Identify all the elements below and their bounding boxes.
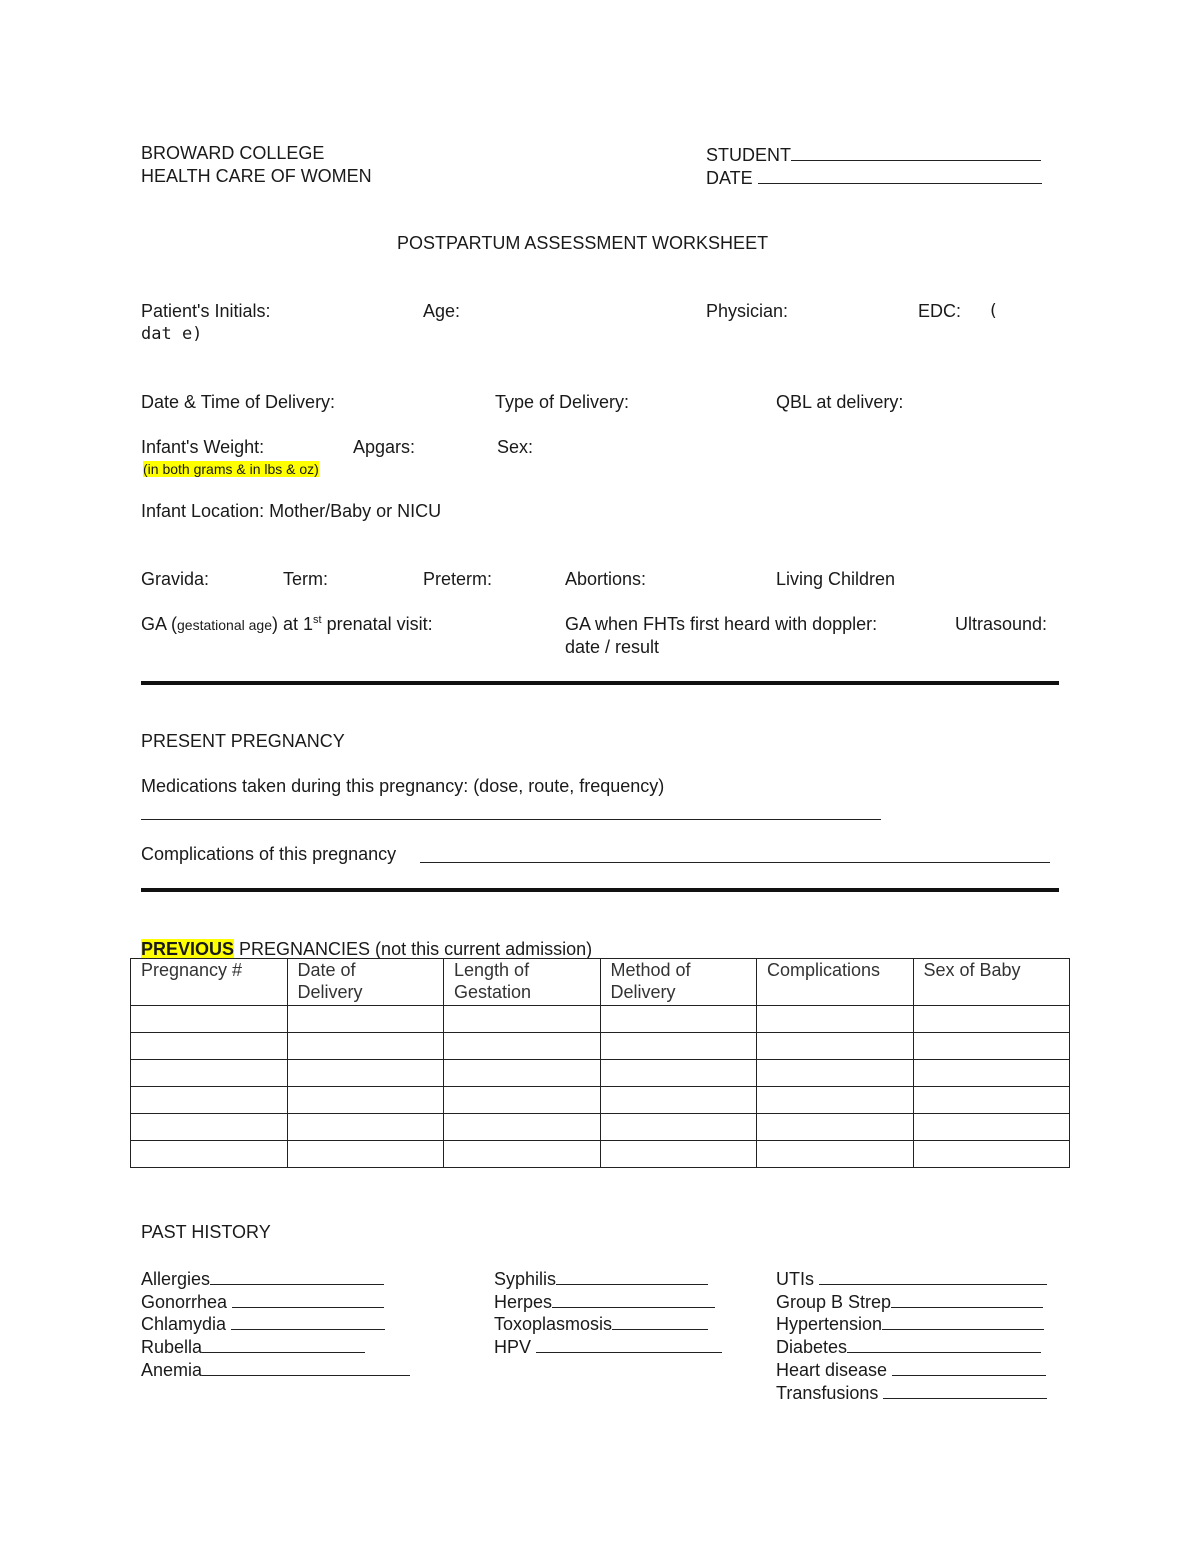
- edc-paren-open: (: [988, 301, 999, 321]
- table-cell[interactable]: [131, 1114, 288, 1141]
- table-cell[interactable]: [757, 1114, 914, 1141]
- column-header-line1: Length of: [454, 960, 530, 980]
- column-header-line2: Gestation: [454, 982, 532, 1002]
- table-cell[interactable]: [913, 1033, 1070, 1060]
- history-label: Diabetes: [776, 1337, 848, 1357]
- column-header-line1: Complications: [767, 960, 881, 980]
- table-cell[interactable]: [913, 1060, 1070, 1087]
- table-cell[interactable]: [757, 1033, 914, 1060]
- abortions-label: Abortions:: [565, 569, 647, 589]
- term-label: Term:: [283, 569, 328, 589]
- date-blank[interactable]: [758, 165, 1042, 184]
- table-cell[interactable]: [444, 1006, 601, 1033]
- history-blank[interactable]: [612, 1311, 708, 1330]
- column-header: [287, 959, 444, 1006]
- history-item-chlamydia[interactable]: [141, 1311, 385, 1335]
- gravida-label: Gravida:: [141, 569, 210, 589]
- history-item-utis[interactable]: [776, 1266, 1047, 1290]
- history-label: Heart disease: [776, 1360, 893, 1380]
- table-cell[interactable]: [600, 1006, 757, 1033]
- ga-note: gestational age: [177, 617, 272, 633]
- column-header: [600, 959, 757, 1006]
- column-header-line1: Method of: [610, 960, 691, 980]
- history-label: Transfusions: [776, 1383, 884, 1403]
- apgars-label: Apgars:: [353, 437, 416, 457]
- ga-first-visit-label: [141, 613, 433, 636]
- history-item-transfusions[interactable]: [776, 1380, 1047, 1404]
- table-cell[interactable]: [287, 1060, 444, 1087]
- table-row: [131, 1060, 1070, 1087]
- ga-suffix: prenatal visit:: [321, 614, 433, 634]
- history-blank[interactable]: [552, 1289, 715, 1308]
- infant-sex-label: Sex:: [497, 437, 534, 457]
- delivery-type-label: Type of Delivery:: [495, 392, 630, 412]
- history-item-hypertension[interactable]: [776, 1311, 1044, 1335]
- table-row: [131, 1033, 1070, 1060]
- history-blank[interactable]: [231, 1311, 385, 1330]
- table-cell[interactable]: [600, 1060, 757, 1087]
- table-row: [131, 1114, 1070, 1141]
- delivery-date-time-label: Date & Time of Delivery:: [141, 392, 336, 412]
- table-cell[interactable]: [444, 1033, 601, 1060]
- table-cell[interactable]: [757, 1141, 914, 1168]
- preterm-label: Preterm:: [423, 569, 493, 589]
- history-label: Allergies: [141, 1269, 211, 1289]
- history-item-toxoplasmosis[interactable]: [494, 1311, 708, 1335]
- table-cell[interactable]: [913, 1141, 1070, 1168]
- column-header-line1: Pregnancy #: [141, 960, 243, 980]
- previous-pregnancies-heading: [141, 938, 592, 960]
- column-header: [444, 959, 601, 1006]
- table-cell[interactable]: [757, 1060, 914, 1087]
- table-cell[interactable]: [131, 1141, 288, 1168]
- table-cell[interactable]: [131, 1060, 288, 1087]
- table-cell[interactable]: [287, 1006, 444, 1033]
- weight-note: (in both grams & in lbs & oz): [143, 461, 319, 477]
- ultrasound-label: Ultrasound:: [955, 614, 1048, 634]
- fht-label-line2: date / result: [565, 637, 660, 657]
- table-cell[interactable]: [444, 1114, 601, 1141]
- history-blank[interactable]: [847, 1334, 1041, 1353]
- patient-initials-label: Patient's Initials:: [141, 301, 271, 321]
- history-item-syphilis[interactable]: [494, 1266, 708, 1290]
- history-blank[interactable]: [210, 1266, 384, 1285]
- history-label: Chlamydia: [141, 1314, 232, 1334]
- table-cell[interactable]: [287, 1114, 444, 1141]
- history-blank[interactable]: [819, 1266, 1047, 1285]
- table-cell[interactable]: [913, 1114, 1070, 1141]
- history-label: Herpes: [494, 1292, 553, 1312]
- history-item-anemia[interactable]: [141, 1357, 410, 1381]
- fht-label-line1: GA when FHTs first heard with doppler:: [565, 614, 878, 634]
- present-pregnancy-heading: PRESENT PREGNANCY: [141, 731, 345, 751]
- table-cell[interactable]: [444, 1060, 601, 1087]
- history-blank[interactable]: [883, 1380, 1047, 1399]
- medications-blank[interactable]: [141, 819, 881, 820]
- medications-label: Medications taken during this pregnancy: (dose, route, frequency): [141, 776, 665, 796]
- history-label: HPV: [494, 1337, 537, 1357]
- course-name: HEALTH CARE OF WOMEN: [141, 166, 372, 186]
- table-cell[interactable]: [444, 1141, 601, 1168]
- history-item-gonorrhea[interactable]: [141, 1289, 384, 1313]
- table-row: [131, 1141, 1070, 1168]
- column-header-line2: Delivery: [610, 982, 676, 1002]
- history-item-rubella[interactable]: [141, 1334, 365, 1358]
- age-label: Age:: [423, 301, 461, 321]
- column-header: [131, 959, 288, 1006]
- history-blank[interactable]: [202, 1357, 410, 1376]
- history-label: Group B Strep: [776, 1292, 892, 1312]
- physician-label: Physician:: [706, 301, 789, 321]
- qbl-label: QBL at delivery:: [776, 392, 904, 412]
- student-field[interactable]: [706, 142, 1041, 166]
- history-item-heart-disease[interactable]: [776, 1357, 1046, 1381]
- table-row: [131, 1087, 1070, 1114]
- table-cell[interactable]: [600, 1033, 757, 1060]
- history-blank[interactable]: [556, 1266, 708, 1285]
- column-header: [913, 959, 1070, 1006]
- page-title: POSTPARTUM ASSESSMENT WORKSHEET: [397, 233, 769, 253]
- table-cell[interactable]: [913, 1087, 1070, 1114]
- history-blank[interactable]: [202, 1334, 365, 1353]
- ga-sup: st: [313, 614, 322, 626]
- previous-heading-rest: PREGNANCIES (not this current admission): [234, 939, 593, 959]
- history-item-hpv[interactable]: [494, 1334, 722, 1358]
- student-blank[interactable]: [791, 142, 1041, 161]
- table-cell[interactable]: [131, 1033, 288, 1060]
- column-header-line1: Date of: [297, 960, 356, 980]
- table-cell[interactable]: [913, 1006, 1070, 1033]
- history-blank[interactable]: [536, 1334, 722, 1353]
- past-history-heading: PAST HISTORY: [141, 1222, 271, 1242]
- column-header: [757, 959, 914, 1006]
- history-label: Anemia: [141, 1360, 203, 1380]
- date-label: DATE: [706, 168, 753, 188]
- table-cell[interactable]: [131, 1006, 288, 1033]
- history-blank[interactable]: [232, 1289, 384, 1308]
- ga-prefix: GA (: [141, 614, 178, 634]
- table-cell[interactable]: [600, 1114, 757, 1141]
- edc-label: EDC:: [918, 301, 962, 321]
- infant-weight-label: Infant's Weight:: [141, 437, 265, 457]
- table-cell[interactable]: [757, 1087, 914, 1114]
- complications-label: Complications of this pregnancy: [141, 844, 397, 864]
- table-cell[interactable]: [287, 1087, 444, 1114]
- ga-mid: ) at 1: [271, 614, 314, 634]
- history-blank[interactable]: [882, 1311, 1044, 1330]
- table-header-row: [131, 959, 1070, 1006]
- history-label: Rubella: [141, 1337, 203, 1357]
- complications-blank[interactable]: [420, 862, 1050, 863]
- student-label: STUDENT: [706, 145, 791, 165]
- section-divider: [141, 888, 1059, 892]
- history-blank[interactable]: [891, 1289, 1043, 1308]
- column-header-line2: Delivery: [297, 982, 363, 1002]
- column-header-line1: Sex of Baby: [923, 960, 1021, 980]
- history-item-diabetes[interactable]: [776, 1334, 1041, 1358]
- table-cell[interactable]: [287, 1033, 444, 1060]
- table-cell[interactable]: [287, 1141, 444, 1168]
- history-item-allergies[interactable]: [141, 1266, 384, 1290]
- section-divider: [141, 681, 1059, 685]
- table-cell[interactable]: [600, 1087, 757, 1114]
- table-cell[interactable]: [600, 1141, 757, 1168]
- living-children-label: Living Children: [776, 569, 896, 589]
- table-cell[interactable]: [757, 1006, 914, 1033]
- history-label: Gonorrhea: [141, 1292, 233, 1312]
- table-row: [131, 1006, 1070, 1033]
- previous-highlight: PREVIOUS: [141, 939, 235, 959]
- history-label: UTIs: [776, 1269, 819, 1289]
- infant-location: Infant Location: Mother/Baby or NICU: [141, 501, 442, 521]
- previous-pregnancies-table: [130, 958, 1070, 1168]
- edc-note: dat e): [141, 324, 203, 344]
- history-label: Syphilis: [494, 1269, 557, 1289]
- history-label: Toxoplasmosis: [494, 1314, 613, 1334]
- table-cell[interactable]: [131, 1087, 288, 1114]
- institution-name: BROWARD COLLEGE: [141, 143, 325, 163]
- date-field[interactable]: [706, 165, 1042, 189]
- history-blank[interactable]: [892, 1357, 1046, 1376]
- table-cell[interactable]: [444, 1087, 601, 1114]
- history-item-herpes[interactable]: [494, 1289, 715, 1313]
- history-item-group-b-strep[interactable]: [776, 1289, 1043, 1313]
- history-label: Hypertension: [776, 1314, 883, 1334]
